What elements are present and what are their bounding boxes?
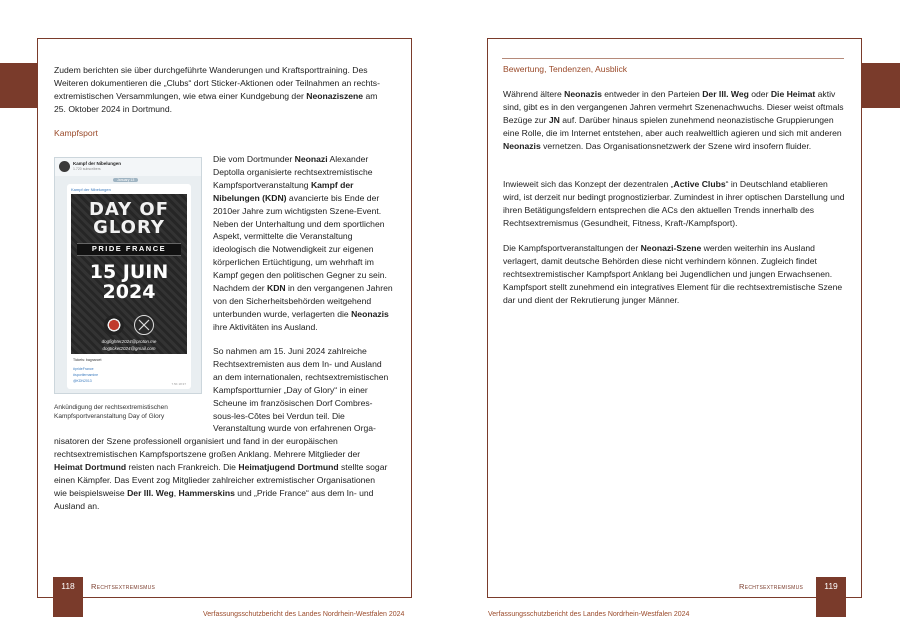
top-rule (502, 58, 844, 59)
running-head-right: Rechtsextremismus (739, 582, 804, 591)
event-poster (71, 194, 187, 354)
left-edge-tab (0, 63, 38, 108)
column-paragraph-1: Die vom Dortmunder Neonazi Alexander Deptolla organisierte rechtsextremistische Kampfsportveranstaltung Kampf der Nibelungen (KDN) avancierte bis Ende der 2010er Jahre zum wichtigsten Szene-Event. Neben der Unterhaltung und dem sportlichen Aspekt, vermittelte die Veranstaltung ideologisch die Notwendigkeit zur eigenen körperlichen Ertüchtigung, um wehrhaft im Kampf gegen den politischen Gegner zu sein. Nachdem der KDN in den vergangenen Jahren von den Sicherheitsbehörden weitgehend unterbunden wurde, verlagerten die Neonazis ihre Aktivitäten ins Ausland. (213, 154, 393, 332)
poster-date-line1: 15 JUIN (89, 261, 169, 283)
crossed-swords-icon (135, 316, 153, 334)
date-chip: January 13 (113, 178, 138, 182)
page-number-right (816, 577, 846, 617)
poster-email-2: dogticket2024@gmail.com (102, 346, 156, 351)
poster-title-line1: DAY OF (88, 199, 170, 220)
poster-date (71, 262, 187, 302)
poster-title-line2: GLORY (93, 217, 165, 238)
channel-handle: @KDN2013 (73, 379, 92, 383)
section-heading-bewertung: Bewertung, Tendenzen, Ausblick (503, 64, 628, 74)
message-views-time: 7.5K 18:37 (171, 382, 186, 386)
right-paragraph-1: Während ältere Neonazis entweder in den Parteien Der III. Weg oder Die Heimat aktiv sind, gibt es in den vergangenen Jahren vermehrt Szenenachwuchs. Dieser weist oftmals Bezüge zur JN auf. Darüber hinaus spielen zunehmend neonazistische Gruppierungen eine Rolle, die im Internet entstehen, aber auch realweltlich agieren und sich mit anderen Neonazis vernetzen. Das Organisationsnetzwerk der Szene wird insofern fluider. (503, 89, 844, 151)
intro-paragraph: Zudem berichten sie über durchgeführte Wanderungen und Kraftsporttraining. Des Weiteren dokumentieren die „Clubs“ dort Sticker-Aktionen oder Teilnahmen an rechtsextremistischen Versammlungen, wie etwa einer Kundgebung der Neonaziszene am 25. Oktober 2024 in Dortmund. (54, 65, 380, 114)
figure-caption: Ankündigung der rechtsextremistischen Kampfsportveranstaltung Day of Glory (54, 404, 168, 420)
right-paragraph-3: Die Kampfsportveranstaltungen der Neonazi-Szene werden weiterhin ins Ausland verlagert, damit deutsche Behörden diese nicht verhindern können. Zugleich findet rechtsextremistischer Kampfsport Anklang bei Jugendlichen und jungen Erwachsenen. Kampfsport stellt zunehmend ein integratives Element für die rechtsextremistische Szene dar und dient der Rekrutierung junger Männer. (503, 243, 843, 305)
footer-right: Verfassungsschutzbericht des Landes Nordrhein-Westfalen 2024 (488, 611, 690, 618)
tickets-line: Tickets: bagnarcet (73, 358, 102, 362)
poster-email-1: dogfighter2024@proton.me (101, 339, 157, 344)
poster-logo-right-icon (134, 315, 154, 335)
telegram-screenshot-figure (54, 157, 202, 394)
page-number-left (53, 577, 83, 617)
poster-title (71, 201, 187, 237)
section-heading-kampfsport: Kampfsport (54, 128, 98, 138)
channel-header (55, 158, 201, 176)
poster-pride-france: PRIDE FRANCE (91, 244, 167, 253)
full-width-paragraph: nisatoren der Szene professionell organisiert und fand in der europäischen rechtsextremistischen Kampfsportszene großen Anklang. Mehrere Mitglieder der Heimat Dortmund reisten nach Frankreich. Die Heimatjugend Dortmund stellte sogar einen Kämpfer. Das Event zog Mitglieder zahlreicher extremistischer Organisationen wie beispielsweise Der III. Weg, Hammerskins und „Pride France“ aus dem In- und Ausland an. (54, 436, 388, 511)
channel-avatar (59, 161, 70, 172)
footer-left: Verfassungsschutzbericht des Landes Nordrhein-Westfalen 2024 (203, 611, 405, 618)
page-number-left-text: 118 (61, 581, 75, 591)
right-edge-tab (861, 63, 900, 108)
hashtag-2: #sportlernamine (73, 373, 99, 377)
page-number-right-text: 119 (824, 581, 838, 591)
message-sender: Kampf der Nibelungen (71, 187, 111, 192)
column-paragraph-2: So nahmen am 15. Juni 2024 zahlreiche Rechtsextremisten aus dem In- und Ausland an dem internationalen, rechtsextremistischen Kampfsportturnier „Day of Glory“ in einer Scheune im französischen Dorf Combres-sous-les-Côtes bei Verdun teil. Die Veranstaltung wurde von erfahrenen Orga- (213, 346, 389, 434)
channel-name: Kampf der Nibelungen (73, 161, 122, 166)
channel-subscribers: 1.720 subscribers (73, 167, 101, 171)
right-paragraph-2: Inwieweit sich das Konzept der dezentralen „Active Clubs“ in Deutschland etablieren wird, ist derzeit nur bedingt prognostizierbar. Zumindest in ihrer optischen Darstellung und ihren Betätigungsfeldern entsprechen die ACs den aktuellen Trends innerhalb des Rechtsextremismus (Gesundheit, Fitness, Kraft-/Kampfsport). (503, 179, 845, 228)
poster-logo-left-icon (104, 315, 124, 335)
message-bubble (67, 184, 191, 389)
hashtag-1: #prideFrance (73, 367, 94, 371)
poster-date-line2: 2024 (102, 281, 156, 303)
running-head-left: Rechtsextremismus (91, 582, 156, 591)
